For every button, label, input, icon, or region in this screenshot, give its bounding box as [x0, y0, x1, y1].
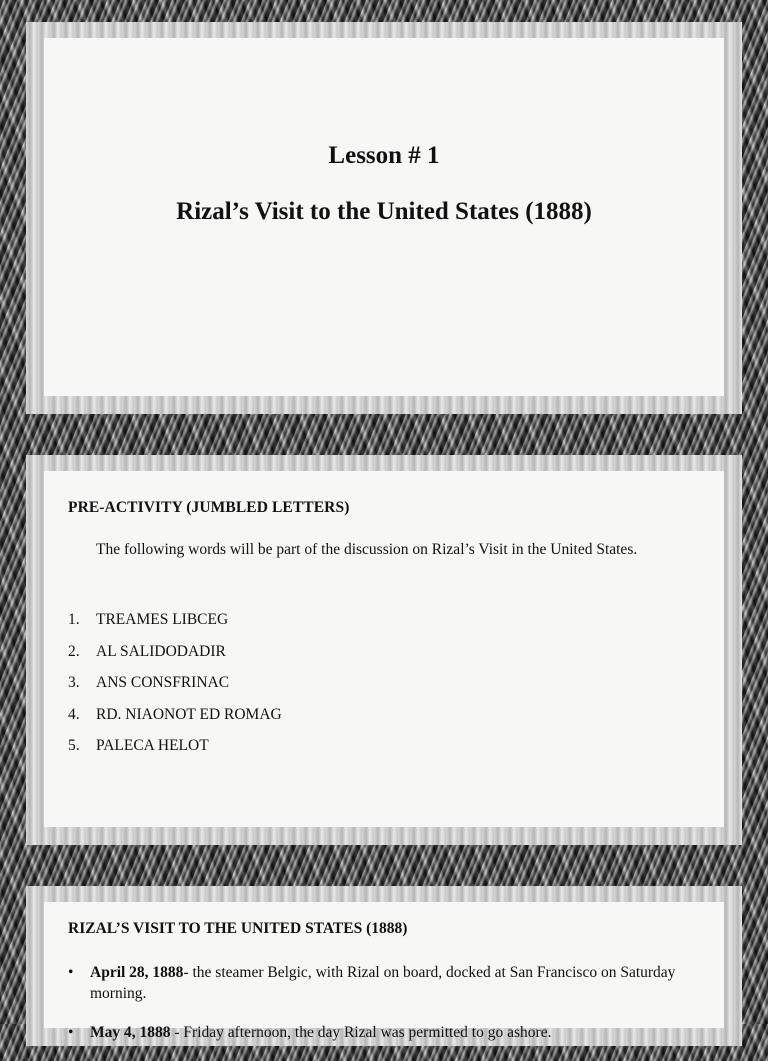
- list-item: [68, 674, 282, 706]
- visit-bullet-list: [68, 962, 702, 1061]
- visit-heading: RIZAL’S VISIT TO THE UNITED STATES (1888): [68, 920, 408, 937]
- slide-visit-timeline-content: [44, 902, 724, 1041]
- item-number: 5.: [68, 737, 80, 754]
- pre-activity-heading: PRE-ACTIVITY (JUMBLED LETTERS): [68, 499, 350, 516]
- item-number: 3.: [68, 674, 80, 691]
- slide-pre-activity: [26, 455, 742, 845]
- item-number: 1.: [68, 611, 80, 628]
- list-item: [68, 611, 282, 643]
- list-item: [68, 643, 282, 675]
- bullet-icon: •: [68, 964, 74, 981]
- list-item: [68, 706, 282, 738]
- bullet-date: April 28, 1888: [90, 964, 184, 981]
- item-text: AL SALIDODADIR: [96, 642, 226, 660]
- bullet-text: [90, 962, 702, 1004]
- bullet-body: - Friday afternoon, the day Rizal was permitted to go ashore.: [170, 1024, 552, 1041]
- item-text: PALECA HELOT: [96, 737, 209, 754]
- bullet-text: [90, 1022, 551, 1043]
- slide-visit-timeline: [26, 886, 742, 1046]
- list-item: [68, 962, 702, 1004]
- item-text: ANS CONSFRINAC: [96, 674, 230, 691]
- lesson-number: Lesson # 1: [328, 142, 440, 169]
- list-item: [68, 1022, 702, 1043]
- jumbled-words-list: [68, 611, 282, 769]
- lesson-title: Rizal’s Visit to the United States (1888): [176, 198, 592, 225]
- slide-pre-activity-content: [44, 471, 724, 827]
- slide-title: [26, 22, 742, 414]
- bullet-date: May 4, 1888: [90, 1024, 171, 1041]
- bullet-icon: •: [68, 1024, 74, 1041]
- slide-title-content: [44, 38, 724, 396]
- item-text: TREAMES LIBCEG: [96, 611, 229, 628]
- item-text: RD. NIAONOT ED ROMAG: [96, 705, 282, 723]
- list-item: [68, 737, 282, 769]
- item-number: 2.: [68, 642, 80, 660]
- item-number: 4.: [68, 705, 80, 723]
- bullet-body: - the steamer Belgic, with Rizal on board, docked at San Francisco on Saturday morning.: [90, 964, 676, 1002]
- pre-activity-intro: The following words will be part of the discussion on Rizal’s Visit in the United States.: [96, 541, 638, 558]
